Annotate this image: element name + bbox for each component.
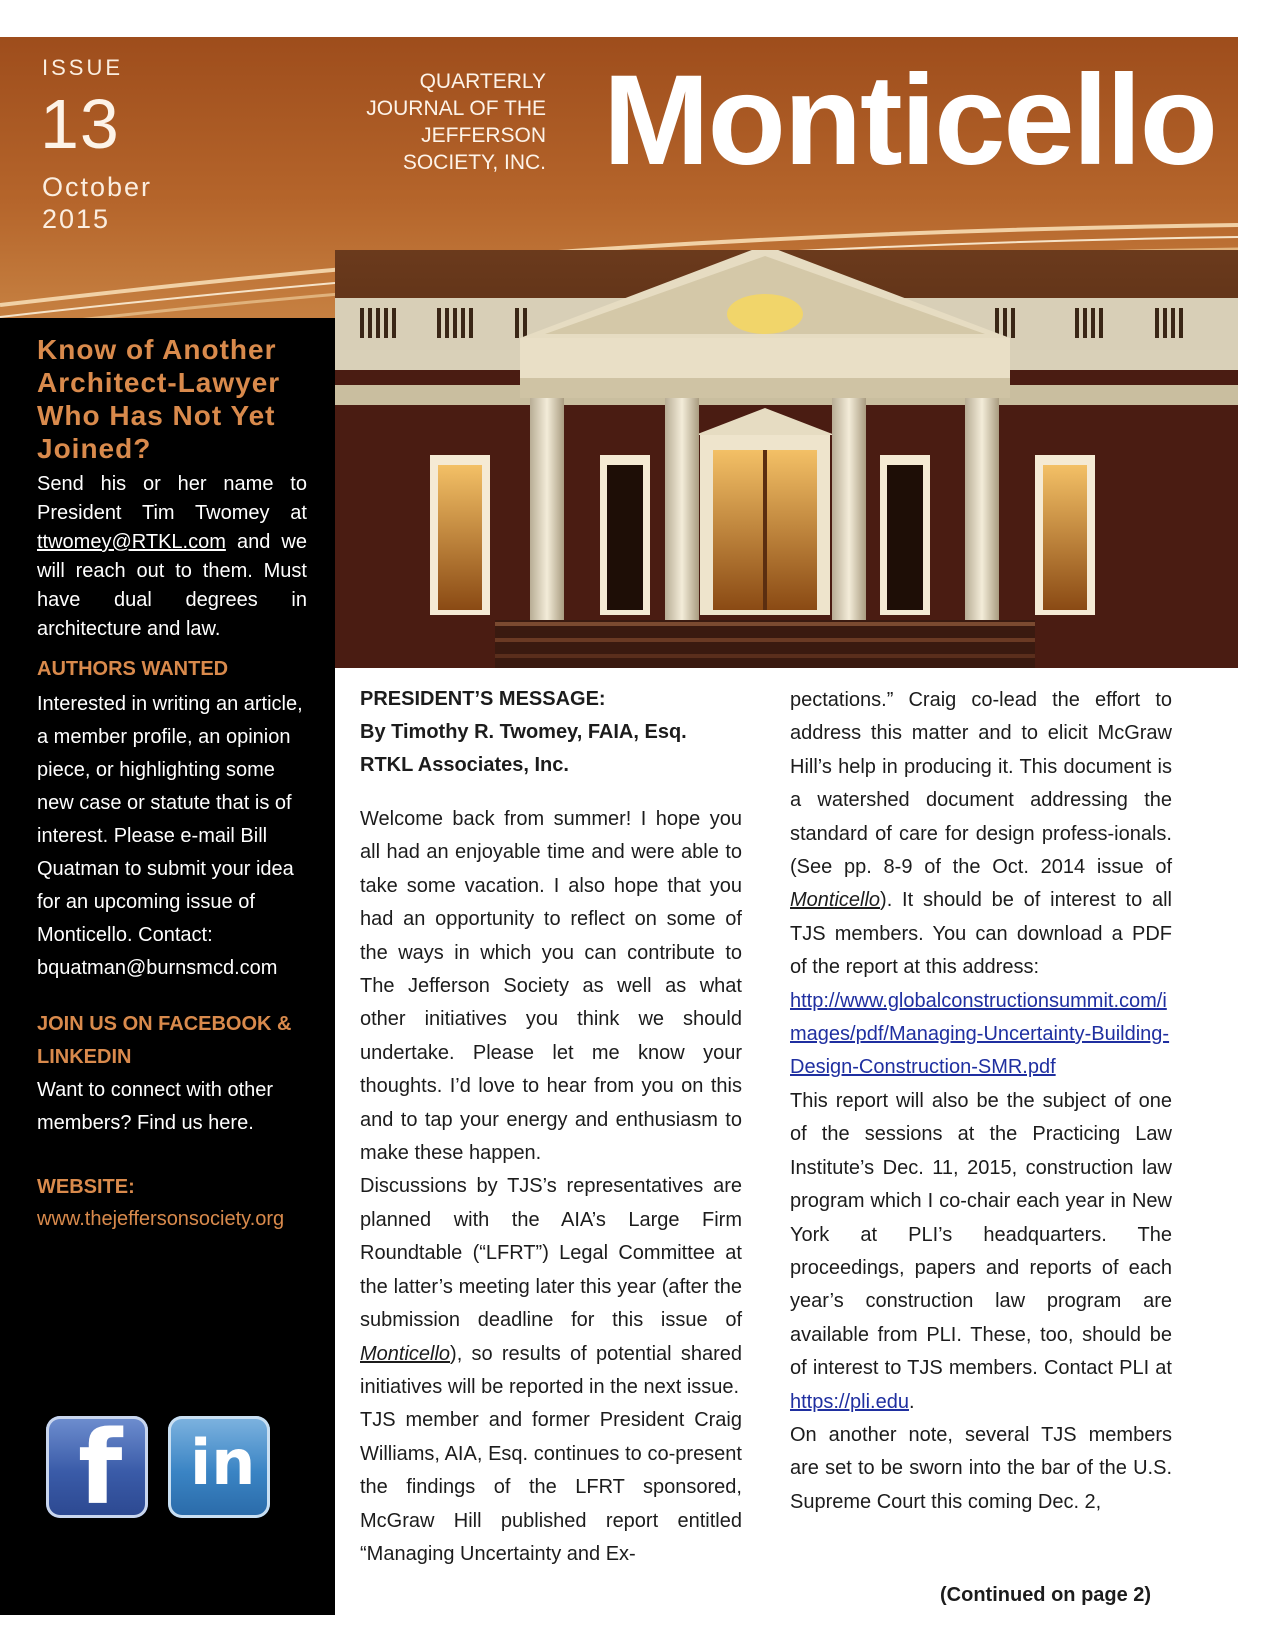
facebook-icon[interactable]: [46, 1416, 148, 1518]
recruit-text-end: and we will reach out to them. Must have dual degrees in architecture and law.: [37, 531, 307, 640]
paragraph-text: ), so results of potential shared initiatives will be reported in the next issue.: [360, 1342, 742, 1398]
article-author: By Timothy R. Twomey, FAIA, Esq.: [360, 721, 687, 743]
article-column-1: [360, 683, 742, 1571]
journal-subtitle-line: JOURNAL OF THE: [366, 97, 546, 120]
recruit-text: [37, 470, 307, 644]
social-text: Want to connect with other members? Find us here.: [37, 1079, 274, 1134]
issue-label: ISSUE: [42, 55, 124, 80]
journal-subtitle-line: JEFFERSON: [421, 124, 546, 147]
journal-name-italic: Monticello: [360, 1342, 451, 1365]
journal-name-italic: Monticello: [790, 889, 881, 912]
website-heading: WEBSITE:: [37, 1176, 135, 1198]
building-illustration: [335, 250, 1238, 668]
paragraph-text: This report will also be the subject of one of the sessions at the Practicing Law Institute’s Dec. 11, 2015, construction law program which I co-chair each year in New York at PLI’s headquarters. The proceedings, papers and reports of each year’s construction law program are available from PLI. These, too, should be of interest to TJS members. Contact PLI at: [790, 1089, 1172, 1380]
paragraph-discussions: [360, 1170, 742, 1404]
journal-subtitle-line: SOCIETY, INC.: [402, 151, 546, 174]
issue-number: 13: [40, 85, 120, 163]
sidebar: [0, 318, 335, 1615]
linkedin-glyph: in: [190, 1426, 256, 1499]
president-email-link[interactable]: ttwomey@RTKL.com: [37, 531, 226, 553]
continued-note: (Continued on page 2): [940, 1584, 1152, 1606]
paragraph-text: pectations.” Craig co-lead the effort to address this matter and to elicit McGraw Hill’s help in producing it. This document is a watershed document addressing the standard of care for design profess-ionals. (See pp. 8-9 of the Oct. 2014 issue of: [790, 689, 1172, 879]
social-heading: JOIN US ON FACEBOOK & LINKEDIN: [37, 1013, 292, 1068]
website-link[interactable]: www.thejeffersonsociety.org: [37, 1208, 285, 1230]
paragraph-welcome: Welcome back from summer! I hope you all had an enjoyable time and were able to take some vacation. I also hope that you had an opportunity to reflect on some of the ways in which you can contribute to The Jefferson Society as well as what other initiatives you think we should undertake. Please let me know your thoughts. I’d love to hear from you on this and to tap your energy and enthusiasm to make these happen.: [360, 808, 742, 1165]
facebook-glyph: f: [78, 1416, 123, 1518]
paragraph-pli: [790, 1085, 1172, 1419]
paragraph-text: .: [908, 1390, 915, 1413]
recruit-heading: Know of Another Architect-Lawyer Who Has Not Yet Joined?: [37, 334, 281, 464]
authors-text: [37, 688, 309, 985]
recruit-text-start: Send his or her name to President Tim Twomey at: [37, 473, 307, 524]
issue-month: October: [42, 172, 153, 202]
article-column-2: [790, 684, 1172, 1519]
journal-title: Monticello: [603, 49, 1216, 192]
linkedin-icon[interactable]: [168, 1416, 270, 1518]
paragraph-supreme-court: On another note, several TJS members are set to be sworn into the bar of the U.S. Supreme Court this coming Dec. 2,: [790, 1423, 1172, 1513]
paragraph-text: ). It should be of interest to all TJS members. You can download a PDF of the report at this address:: [790, 889, 1172, 979]
paragraph-craig-williams: TJS member and former President Craig Williams, AIA, Esq. continues to co-present the findings of the LFRT sponsored, McGraw Hill published report entitled “Managing Uncertainty and Ex-: [360, 1409, 742, 1565]
monticello-photo: [335, 250, 1238, 668]
authors-heading: AUTHORS WANTED: [37, 658, 229, 680]
authors-body: Interested in writing an article, a member profile, an opinion piece, or highlighting some new case or statute that is of interest. Please e-mail Bill Quatman to submit your idea for an upcoming issue of Monticello. Contact:: [37, 693, 303, 946]
pli-link[interactable]: https://pli.edu: [790, 1390, 909, 1413]
journal-subtitle-line: QUARTERLY: [419, 70, 546, 93]
issue-year: 2015: [42, 204, 111, 234]
authors-email-link[interactable]: bquatman@burnsmcd.com: [37, 957, 278, 979]
paragraph-text: Discussions by TJS’s representatives are planned with the AIA’s Large Firm Roundtable (“LFRT”) Legal Committee at the latter’s meeting later this year (after the submission deadline for this issue of: [360, 1175, 742, 1332]
report-url-link[interactable]: http://www.globalconstructionsummit.com/images/pdf/Managing-Uncertainty-Building-Design-Construction-SMR.pdf: [790, 989, 1170, 1079]
article-heading: PRESIDENT’S MESSAGE:: [360, 688, 606, 710]
article-org: RTKL Associates, Inc.: [360, 754, 569, 776]
report-link: [790, 985, 1172, 1085]
journal-subtitle: [366, 68, 546, 176]
paragraph-report: [790, 684, 1172, 985]
